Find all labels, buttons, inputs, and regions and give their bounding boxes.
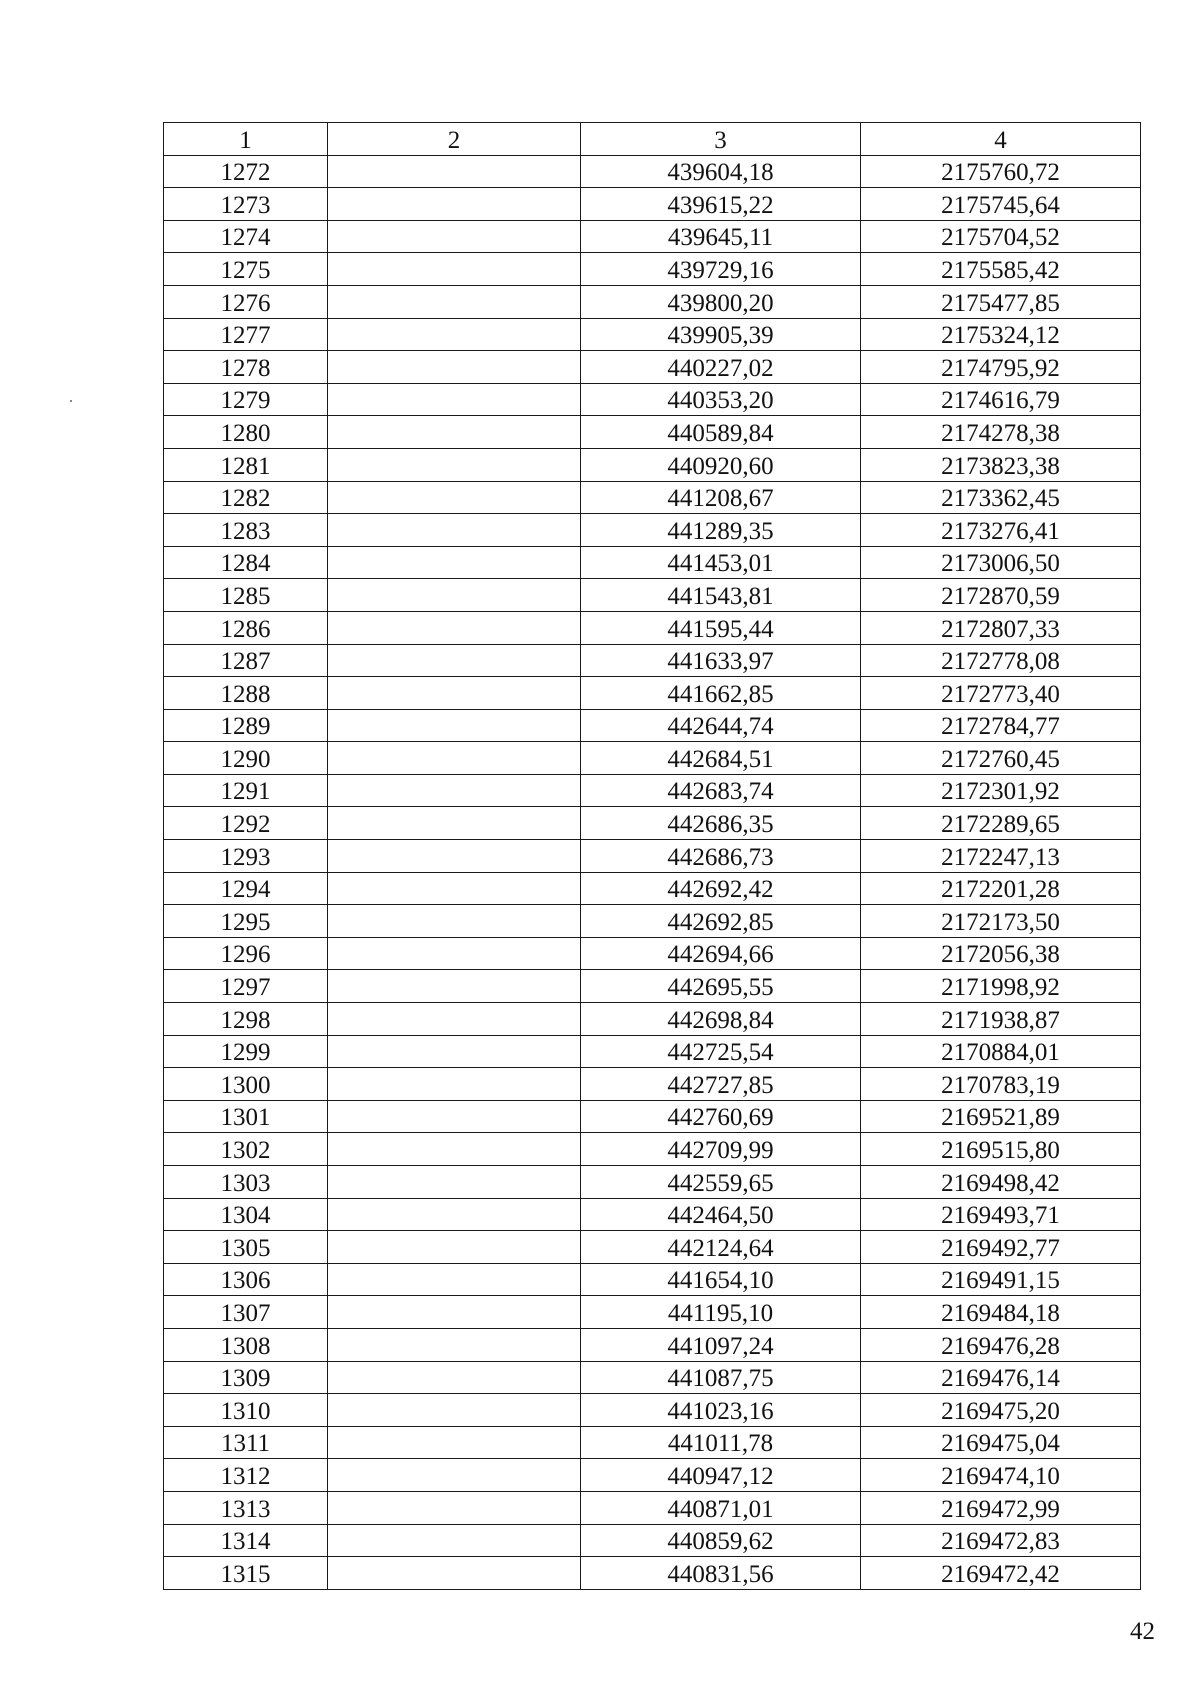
x-coordinate-cell: 441595,44 (581, 611, 861, 644)
point-number-cell: 1302 (164, 1133, 328, 1166)
y-coordinate-cell: 2174616,79 (861, 383, 1141, 416)
y-coordinate-cell: 2171938,87 (861, 1003, 1141, 1036)
x-coordinate-cell: 441208,67 (581, 481, 861, 514)
header-row (164, 123, 1141, 156)
point-number-cell: 1294 (164, 872, 328, 905)
point-number-cell: 1278 (164, 351, 328, 384)
table-row (164, 1524, 1141, 1557)
x-coordinate-cell: 442694,66 (581, 937, 861, 970)
empty-cell (328, 318, 581, 351)
x-coordinate-cell: 440353,20 (581, 383, 861, 416)
y-coordinate-cell: 2174795,92 (861, 351, 1141, 384)
point-number-cell: 1292 (164, 807, 328, 840)
y-coordinate-cell: 2173823,38 (861, 448, 1141, 481)
empty-cell (328, 677, 581, 710)
table-row (164, 481, 1141, 514)
empty-cell (328, 840, 581, 873)
y-coordinate-cell: 2169498,42 (861, 1166, 1141, 1199)
y-coordinate-cell: 2175477,85 (861, 285, 1141, 318)
y-coordinate-cell: 2172760,45 (861, 742, 1141, 775)
y-coordinate-cell: 2172773,40 (861, 677, 1141, 710)
empty-cell (328, 481, 581, 514)
point-number-cell: 1312 (164, 1459, 328, 1492)
empty-cell (328, 448, 581, 481)
x-coordinate-cell: 440947,12 (581, 1459, 861, 1492)
y-coordinate-cell: 2173006,50 (861, 546, 1141, 579)
table-row (164, 1459, 1141, 1492)
x-coordinate-cell: 440589,84 (581, 416, 861, 449)
point-number-cell: 1303 (164, 1166, 328, 1199)
point-number-cell: 1315 (164, 1557, 328, 1590)
table-row (164, 155, 1141, 188)
x-coordinate-cell: 439615,22 (581, 188, 861, 221)
x-coordinate-cell: 441097,24 (581, 1328, 861, 1361)
x-coordinate-cell: 442709,99 (581, 1133, 861, 1166)
y-coordinate-cell: 2172056,38 (861, 937, 1141, 970)
point-number-cell: 1311 (164, 1426, 328, 1459)
x-coordinate-cell: 440920,60 (581, 448, 861, 481)
y-coordinate-cell: 2173362,45 (861, 481, 1141, 514)
empty-cell (328, 1459, 581, 1492)
point-number-cell: 1286 (164, 611, 328, 644)
empty-cell (328, 220, 581, 253)
empty-cell (328, 1394, 581, 1427)
point-number-cell: 1300 (164, 1068, 328, 1101)
point-number-cell: 1307 (164, 1296, 328, 1329)
x-coordinate-cell: 441023,16 (581, 1394, 861, 1427)
empty-cell (328, 774, 581, 807)
y-coordinate-cell: 2172247,13 (861, 840, 1141, 873)
y-coordinate-cell: 2170884,01 (861, 1035, 1141, 1068)
y-coordinate-cell: 2175585,42 (861, 253, 1141, 286)
y-coordinate-cell: 2172778,08 (861, 644, 1141, 677)
empty-cell (328, 1133, 581, 1166)
empty-cell (328, 285, 581, 318)
x-coordinate-cell: 442559,65 (581, 1166, 861, 1199)
empty-cell (328, 644, 581, 677)
y-coordinate-cell: 2170783,19 (861, 1068, 1141, 1101)
point-number-cell: 1277 (164, 318, 328, 351)
x-coordinate-cell: 440227,02 (581, 351, 861, 384)
point-number-cell: 1293 (164, 840, 328, 873)
y-coordinate-cell: 2169493,71 (861, 1198, 1141, 1231)
x-coordinate-cell: 442698,84 (581, 1003, 861, 1036)
empty-cell (328, 546, 581, 579)
x-coordinate-cell: 442464,50 (581, 1198, 861, 1231)
y-coordinate-cell: 2169472,99 (861, 1491, 1141, 1524)
x-coordinate-cell: 442692,42 (581, 872, 861, 905)
point-number-cell: 1309 (164, 1361, 328, 1394)
table-row (164, 937, 1141, 970)
x-coordinate-cell: 442686,35 (581, 807, 861, 840)
page-number: 42 (1130, 1618, 1155, 1645)
x-coordinate-cell: 439645,11 (581, 220, 861, 253)
table-row (164, 905, 1141, 938)
scan-speck (70, 400, 72, 402)
empty-cell (328, 937, 581, 970)
y-coordinate-cell: 2172301,92 (861, 774, 1141, 807)
table-row (164, 351, 1141, 384)
table-row (164, 1491, 1141, 1524)
x-coordinate-cell: 441633,97 (581, 644, 861, 677)
y-coordinate-cell: 2169475,04 (861, 1426, 1141, 1459)
y-coordinate-cell: 2169472,83 (861, 1524, 1141, 1557)
x-coordinate-cell: 439729,16 (581, 253, 861, 286)
x-coordinate-cell: 441289,35 (581, 514, 861, 547)
empty-cell (328, 1426, 581, 1459)
point-number-cell: 1288 (164, 677, 328, 710)
x-coordinate-cell: 442683,74 (581, 774, 861, 807)
point-number-cell: 1283 (164, 514, 328, 547)
table-row (164, 1557, 1141, 1590)
point-number-cell: 1304 (164, 1198, 328, 1231)
empty-cell (328, 1491, 581, 1524)
point-number-cell: 1296 (164, 937, 328, 970)
point-number-cell: 1289 (164, 709, 328, 742)
y-coordinate-cell: 2169475,20 (861, 1394, 1141, 1427)
table-row (164, 1394, 1141, 1427)
x-coordinate-cell: 440831,56 (581, 1557, 861, 1590)
y-coordinate-cell: 2172807,33 (861, 611, 1141, 644)
x-coordinate-cell: 442725,54 (581, 1035, 861, 1068)
table-row (164, 253, 1141, 286)
y-coordinate-cell: 2169515,80 (861, 1133, 1141, 1166)
y-coordinate-cell: 2175324,12 (861, 318, 1141, 351)
empty-cell (328, 1035, 581, 1068)
x-coordinate-cell: 439800,20 (581, 285, 861, 318)
table-row (164, 285, 1141, 318)
point-number-cell: 1310 (164, 1394, 328, 1427)
point-number-cell: 1305 (164, 1231, 328, 1264)
point-number-cell: 1301 (164, 1100, 328, 1133)
y-coordinate-cell: 2169491,15 (861, 1263, 1141, 1296)
x-coordinate-cell: 442684,51 (581, 742, 861, 775)
y-coordinate-cell: 2169474,10 (861, 1459, 1141, 1492)
table-row (164, 1426, 1141, 1459)
y-coordinate-cell: 2175704,52 (861, 220, 1141, 253)
x-coordinate-cell: 441654,10 (581, 1263, 861, 1296)
table-row (164, 840, 1141, 873)
y-coordinate-cell: 2171998,92 (861, 970, 1141, 1003)
empty-cell (328, 872, 581, 905)
table-row (164, 774, 1141, 807)
point-number-cell: 1308 (164, 1328, 328, 1361)
x-coordinate-cell: 442760,69 (581, 1100, 861, 1133)
x-coordinate-cell: 442644,74 (581, 709, 861, 742)
empty-cell (328, 155, 581, 188)
point-number-cell: 1285 (164, 579, 328, 612)
empty-cell (328, 1003, 581, 1036)
table-row (164, 1035, 1141, 1068)
y-coordinate-cell: 2172173,50 (861, 905, 1141, 938)
empty-cell (328, 742, 581, 775)
table-row (164, 579, 1141, 612)
x-coordinate-cell: 442727,85 (581, 1068, 861, 1101)
empty-cell (328, 1100, 581, 1133)
coordinates-table (163, 122, 1141, 1590)
empty-cell (328, 905, 581, 938)
empty-cell (328, 709, 581, 742)
table-row (164, 1296, 1141, 1329)
empty-cell (328, 579, 581, 612)
table-row (164, 644, 1141, 677)
table-row (164, 188, 1141, 221)
x-coordinate-cell: 440871,01 (581, 1491, 861, 1524)
table-row (164, 1263, 1141, 1296)
y-coordinate-cell: 2172289,65 (861, 807, 1141, 840)
point-number-cell: 1306 (164, 1263, 328, 1296)
point-number-cell: 1272 (164, 155, 328, 188)
header-cell-col3: 3 (581, 123, 861, 156)
x-coordinate-cell: 439905,39 (581, 318, 861, 351)
table-row (164, 546, 1141, 579)
x-coordinate-cell: 441195,10 (581, 1296, 861, 1329)
point-number-cell: 1274 (164, 220, 328, 253)
x-coordinate-cell: 441011,78 (581, 1426, 861, 1459)
table-row (164, 742, 1141, 775)
point-number-cell: 1275 (164, 253, 328, 286)
empty-cell (328, 188, 581, 221)
x-coordinate-cell: 441662,85 (581, 677, 861, 710)
table-row (164, 1166, 1141, 1199)
empty-cell (328, 1263, 581, 1296)
point-number-cell: 1281 (164, 448, 328, 481)
empty-cell (328, 514, 581, 547)
table-row (164, 383, 1141, 416)
table-row (164, 872, 1141, 905)
point-number-cell: 1290 (164, 742, 328, 775)
x-coordinate-cell: 439604,18 (581, 155, 861, 188)
point-number-cell: 1280 (164, 416, 328, 449)
table-row (164, 1231, 1141, 1264)
y-coordinate-cell: 2169492,77 (861, 1231, 1141, 1264)
y-coordinate-cell: 2172784,77 (861, 709, 1141, 742)
y-coordinate-cell: 2169521,89 (861, 1100, 1141, 1133)
table-row (164, 709, 1141, 742)
point-number-cell: 1273 (164, 188, 328, 221)
y-coordinate-cell: 2169476,14 (861, 1361, 1141, 1394)
empty-cell (328, 807, 581, 840)
empty-cell (328, 611, 581, 644)
x-coordinate-cell: 442124,64 (581, 1231, 861, 1264)
empty-cell (328, 1361, 581, 1394)
table-row (164, 220, 1141, 253)
table-row (164, 1361, 1141, 1394)
header-cell-col2: 2 (328, 123, 581, 156)
empty-cell (328, 1166, 581, 1199)
point-number-cell: 1297 (164, 970, 328, 1003)
table-row (164, 1198, 1141, 1231)
point-number-cell: 1298 (164, 1003, 328, 1036)
y-coordinate-cell: 2172870,59 (861, 579, 1141, 612)
table-row (164, 611, 1141, 644)
empty-cell (328, 416, 581, 449)
header-cell-col1: 1 (164, 123, 328, 156)
y-coordinate-cell: 2169476,28 (861, 1328, 1141, 1361)
y-coordinate-cell: 2173276,41 (861, 514, 1141, 547)
table-row (164, 1068, 1141, 1101)
table-row (164, 677, 1141, 710)
x-coordinate-cell: 441453,01 (581, 546, 861, 579)
empty-cell (328, 351, 581, 384)
table-row (164, 514, 1141, 547)
x-coordinate-cell: 442686,73 (581, 840, 861, 873)
table-row (164, 1328, 1141, 1361)
point-number-cell: 1279 (164, 383, 328, 416)
empty-cell (328, 383, 581, 416)
table-row (164, 1003, 1141, 1036)
y-coordinate-cell: 2172201,28 (861, 872, 1141, 905)
y-coordinate-cell: 2169472,42 (861, 1557, 1141, 1590)
table-row (164, 416, 1141, 449)
table-row (164, 1133, 1141, 1166)
y-coordinate-cell: 2175745,64 (861, 188, 1141, 221)
x-coordinate-cell: 442692,85 (581, 905, 861, 938)
x-coordinate-cell: 442695,55 (581, 970, 861, 1003)
x-coordinate-cell: 441543,81 (581, 579, 861, 612)
header-cell-col4: 4 (861, 123, 1141, 156)
empty-cell (328, 253, 581, 286)
y-coordinate-cell: 2169484,18 (861, 1296, 1141, 1329)
y-coordinate-cell: 2174278,38 (861, 416, 1141, 449)
empty-cell (328, 1068, 581, 1101)
x-coordinate-cell: 440859,62 (581, 1524, 861, 1557)
point-number-cell: 1282 (164, 481, 328, 514)
point-number-cell: 1314 (164, 1524, 328, 1557)
empty-cell (328, 1198, 581, 1231)
x-coordinate-cell: 441087,75 (581, 1361, 861, 1394)
y-coordinate-cell: 2175760,72 (861, 155, 1141, 188)
empty-cell (328, 970, 581, 1003)
empty-cell (328, 1328, 581, 1361)
point-number-cell: 1295 (164, 905, 328, 938)
table-row (164, 318, 1141, 351)
empty-cell (328, 1524, 581, 1557)
table-row (164, 970, 1141, 1003)
table-row (164, 1100, 1141, 1133)
point-number-cell: 1284 (164, 546, 328, 579)
point-number-cell: 1276 (164, 285, 328, 318)
point-number-cell: 1287 (164, 644, 328, 677)
empty-cell (328, 1296, 581, 1329)
table-row (164, 807, 1141, 840)
table-body (164, 155, 1141, 1589)
table-row (164, 448, 1141, 481)
point-number-cell: 1313 (164, 1491, 328, 1524)
point-number-cell: 1291 (164, 774, 328, 807)
empty-cell (328, 1557, 581, 1590)
point-number-cell: 1299 (164, 1035, 328, 1068)
empty-cell (328, 1231, 581, 1264)
